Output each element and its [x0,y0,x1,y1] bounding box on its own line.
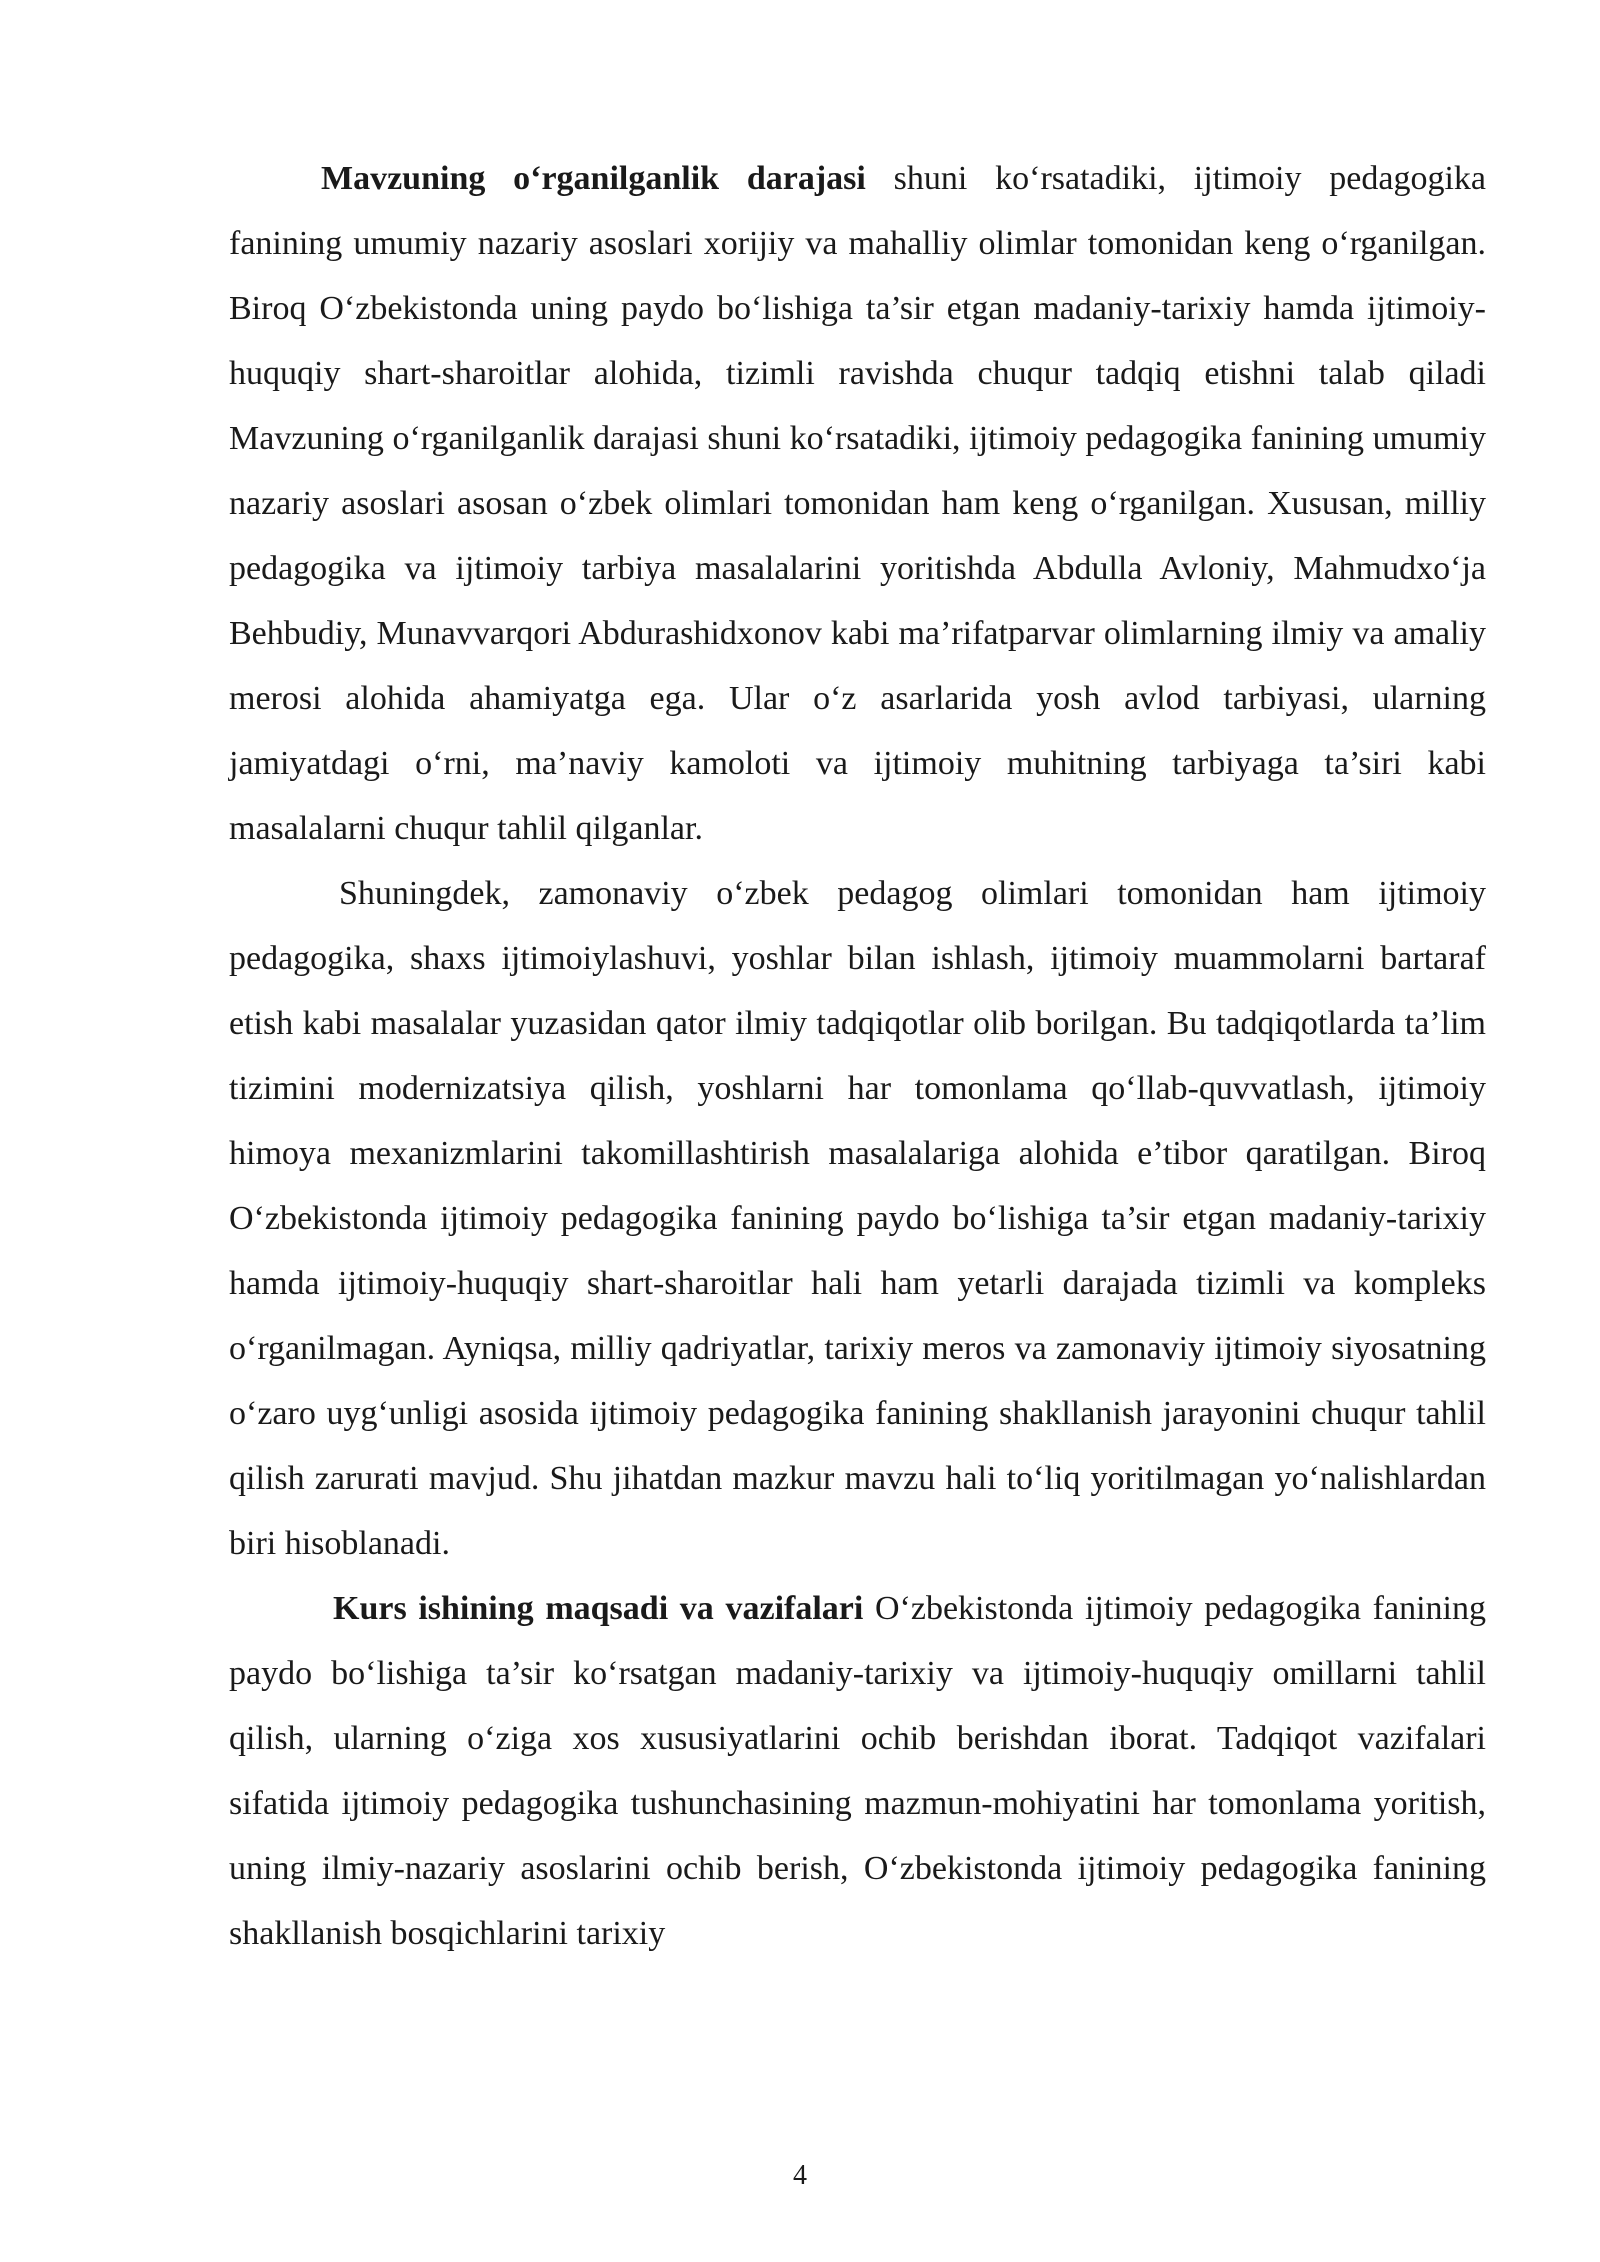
paragraph-modern-scholars [229,861,1486,1576]
paragraph-text: shuni ko‘rsatadiki, ijtimoiy pedagogika fanining umumiy nazariy asoslari xorijiy va mahalliy olimlar tomonidan keng o‘rganilgan. Biroq O‘zbekistonda uning paydo bo‘lishiga ta’sir etgan madaniy-tarixiy hamda ijtimoiy-huquqiy shart-sharoitlar alohida, tizimli ravishda chuqur tadqiq etishni talab qiladi Mavzuning o‘rganilganlik darajasi shuni ko‘rsatadiki, ijtimoiy pedagogika fanining umumiy nazariy asoslari asosan o‘zbek olimlari tomonidan ham keng o‘rganilgan. Xususan, milliy pedagogika va ijtimoiy tarbiya masalalarini yoritishda Abdulla Avloniy, Mahmudxo‘ja Behbudiy, Munavvarqori Abdurashidxonov kabi ma’rifatparvar olimlarning ilmiy va amaliy merosi alohida ahamiyatga ega. Ular o‘z asarlarida yosh avlod tarbiyasi, ularning jamiyatdagi o‘rni, ma’naviy kamoloti va ijtimoiy muhitning tarbiyaga ta’siri kabi masalalarni chuqur tahlil qilganlar. [229,160,1486,847]
paragraph-lead-bold: Mavzuning o‘rganilganlik darajasi [321,160,866,197]
page-number: 4 [793,2160,807,2191]
body-text [229,146,1486,1966]
paragraph-course-goals [229,1576,1486,1966]
paragraph-study-level [229,146,1486,861]
paragraph-lead-bold: Kurs ishining maqsadi va vazifalari [333,1590,864,1627]
paragraph-text: O‘zbekistonda ijtimoiy pedagogika fanining paydo bo‘lishiga ta’sir ko‘rsatgan madaniy-tarixiy va ijtimoiy-huquqiy omillarni tahlil qilish, ularning o‘ziga xos xususiyatlarini ochib berishdan iborat. Tadqiqot vazifalari sifatida ijtimoiy pedagogika tushunchasining mazmun-mohiyatini har tomonlama yoritish, uning ilmiy-nazariy asoslarini ochib berish, O‘zbekistonda ijtimoiy pedagogika fanining shakllanish bosqichlarini tarixiy [229,1590,1486,1952]
paragraph-text: Shuningdek, zamonaviy o‘zbek pedagog olimlari tomonidan ham ijtimoiy pedagogika, shaxs ijtimoiylashuvi, yoshlar bilan ishlash, ijtimoiy muammolarni bartaraf etish kabi masalalar yuzasidan qator ilmiy tadqiqotlar olib borilgan. Bu tadqiqotlarda ta’lim tizimini modernizatsiya qilish, yoshlarni har tomonlama qo‘llab-quvvatlash, ijtimoiy himoya mexanizmlarini takomillashtirish masalalariga alohida e’tibor qaratilgan. Biroq O‘zbekistonda ijtimoiy pedagogika fanining paydo bo‘lishiga ta’sir etgan madaniy-tarixiy hamda ijtimoiy-huquqiy shart-sharoitlar hali ham yetarli darajada tizimli va kompleks o‘rganilmagan. Ayniqsa, milliy qadriyatlar, tarixiy meros va zamonaviy ijtimoiy siyosatning o‘zaro uyg‘unligi asosida ijtimoiy pedagogika fanining shakllanish jarayonini chuqur tahlil qilish zarurati mavjud. Shu jihatdan mazkur mavzu hali to‘liq yoritilmagan yo‘nalishlardan biri hisoblanadi. [229,875,1486,1562]
